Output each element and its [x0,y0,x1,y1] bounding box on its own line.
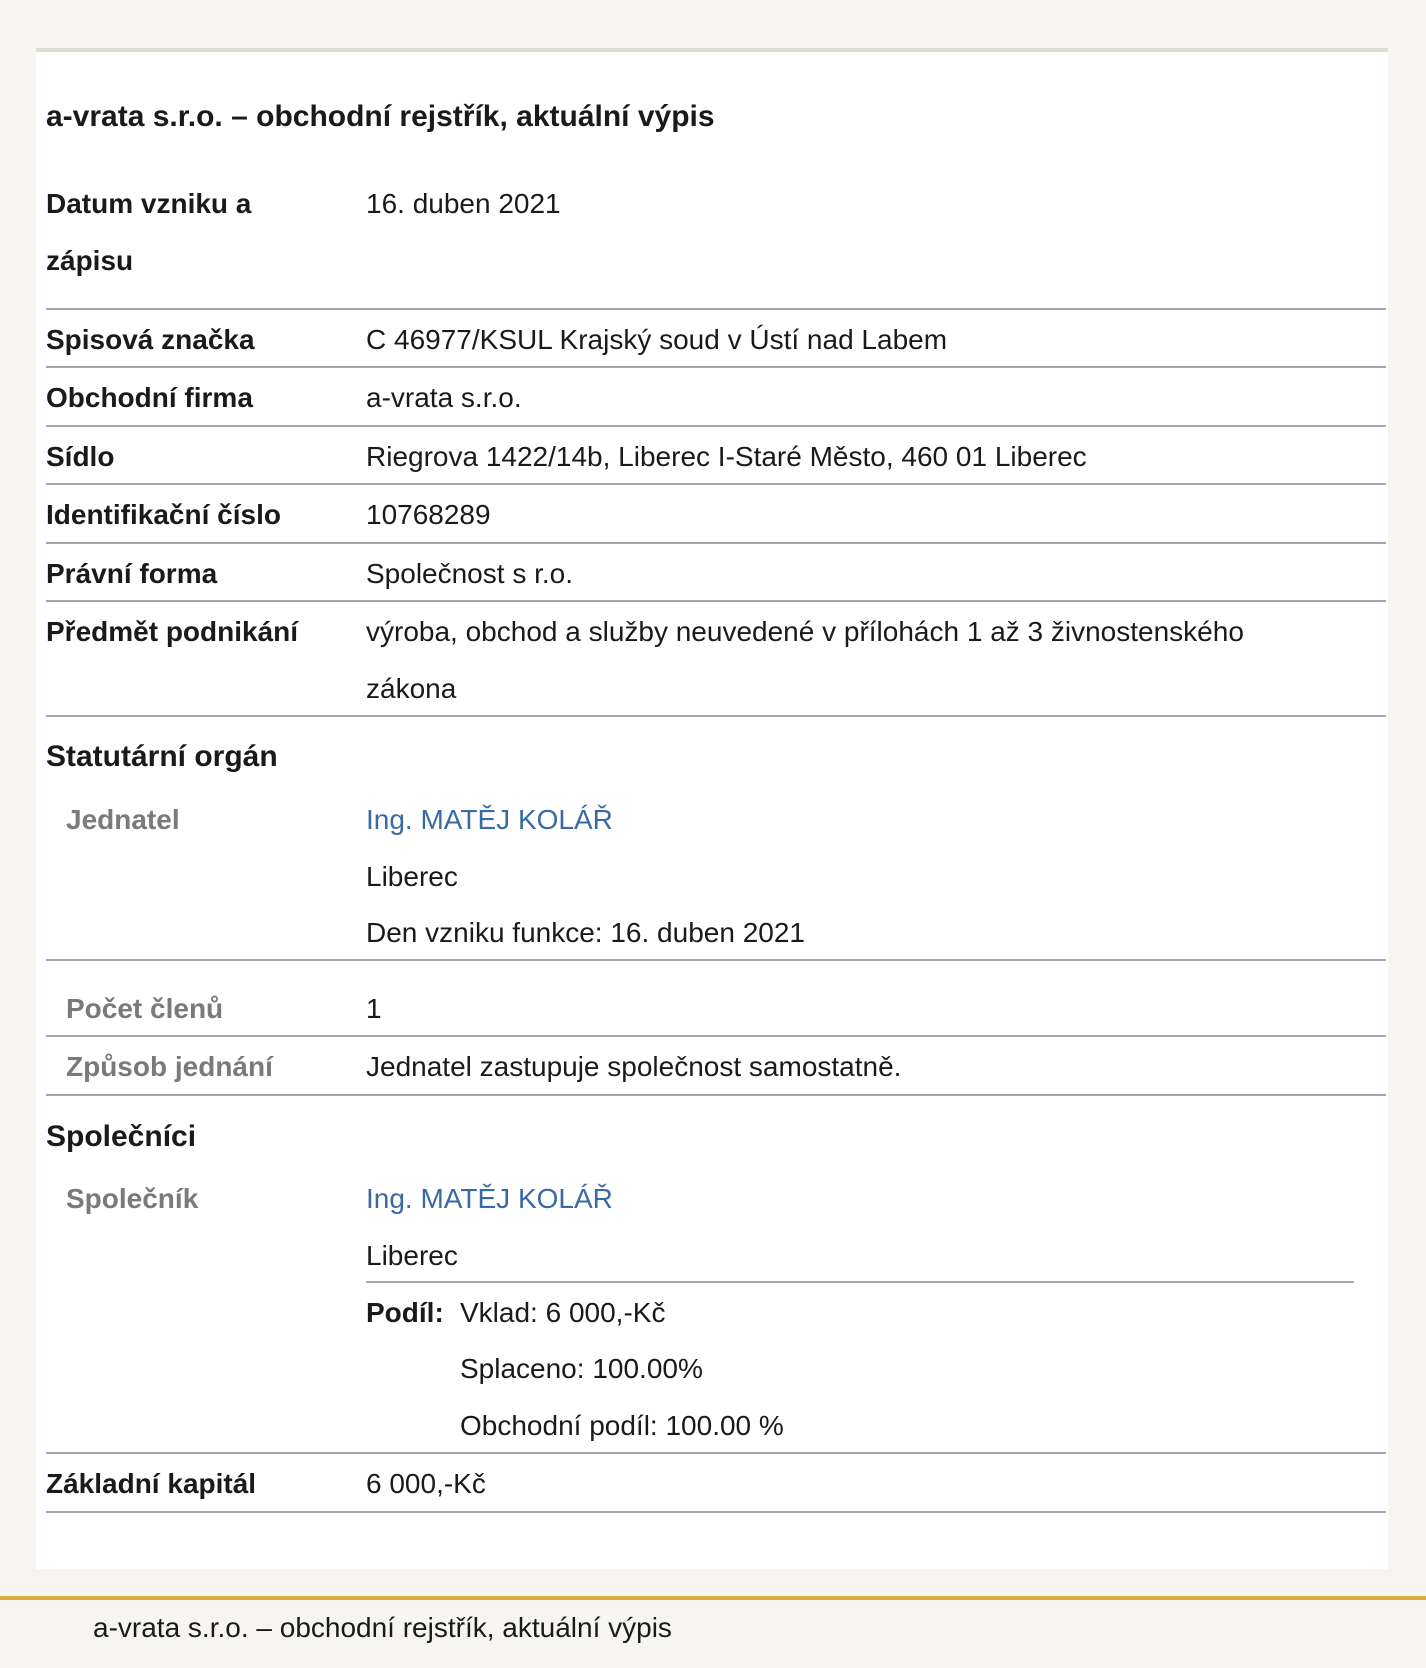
kapital-label: Základní kapitál [46,1468,257,1499]
forma-label: Právní forma [46,558,218,589]
zpusob-label: Způsob jednání [66,1051,273,1082]
spolecnici-heading: Společníci [46,1120,197,1153]
zpusob-value: Jednatel zastupuje společnost samostatně. [366,1051,902,1082]
footer-text: a-vrata s.r.o. – obchodní rejstřík, aktuální výpis [93,1612,672,1643]
datum-value: 16. duben 2021 [366,188,561,219]
forma-value: Společnost s r.o. [366,558,574,589]
page-title: a-vrata s.r.o. – obchodní rejstřík, aktuální výpis [46,100,715,133]
spolecnik-city: Liberec [366,1240,458,1271]
footer-divider [0,1596,1426,1600]
vklad-value: Vklad: 6 000,-Kč [460,1297,666,1328]
predmet-label: Předmět podnikání [46,616,299,647]
spolecnik-name-link[interactable]: Ing. MATĚJ KOLÁŘ [366,1183,613,1214]
datum-label-line1: Datum vzniku a [46,188,252,219]
row-sidlo [46,427,1386,485]
sidlo-value: Riegrova 1422/14b, Liberec I-Staré Město, 460 01 Liberec [366,441,1087,472]
jednatel-label: Jednatel [66,804,180,835]
predmet-value-line1: výroba, obchod a služby neuvedené v přílohách 1 až 3 živnostenského [366,616,1244,647]
kapital-value: 6 000,-Kč [366,1468,486,1499]
register-card [36,48,1388,1569]
divider [46,959,1386,961]
row-ic [46,485,1386,543]
spisova-label: Spisová značka [46,324,255,355]
row-spolecnik [46,1169,1386,1454]
jednatel-den: Den vzniku funkce: 16. duben 2021 [366,917,805,948]
row-zpusob [46,1037,1386,1095]
row-predmet [46,602,1386,722]
divider [46,715,1386,717]
divider [46,1511,1386,1513]
firma-label: Obchodní firma [46,382,253,413]
row-pocet [46,979,1386,1037]
ic-label: Identifikační číslo [46,499,281,530]
row-kapital [46,1454,1386,1512]
row-firma [46,368,1386,426]
spisova-value: C 46977/KSUL Krajský soud v Ústí nad Labem [366,324,948,355]
pocet-value: 1 [366,993,382,1024]
ic-value: 10768289 [366,499,491,530]
row-forma [46,544,1386,602]
jednatel-city: Liberec [366,861,458,892]
datum-label-line2: zápisu [46,245,134,276]
firma-value: a-vrata s.r.o. [366,382,522,413]
podil-label: Podíl: [366,1297,444,1328]
splaceno-value: Splaceno: 100.00% [460,1353,703,1384]
statutarni-heading: Statutární orgán [46,740,278,773]
inner-divider [366,1281,1354,1283]
predmet-value-line2: zákona [366,673,457,704]
spolecnik-label: Společník [66,1183,199,1214]
row-spisova [46,310,1386,368]
row-datum [46,174,1386,294]
sidlo-label: Sídlo [46,441,115,472]
row-jednatel [46,790,1386,960]
pocet-label: Počet členů [66,993,224,1024]
jednatel-name-link[interactable]: Ing. MATĚJ KOLÁŘ [366,804,613,835]
divider [46,1094,1386,1096]
obchodni-podil-value: Obchodní podíl: 100.00 % [460,1410,784,1441]
